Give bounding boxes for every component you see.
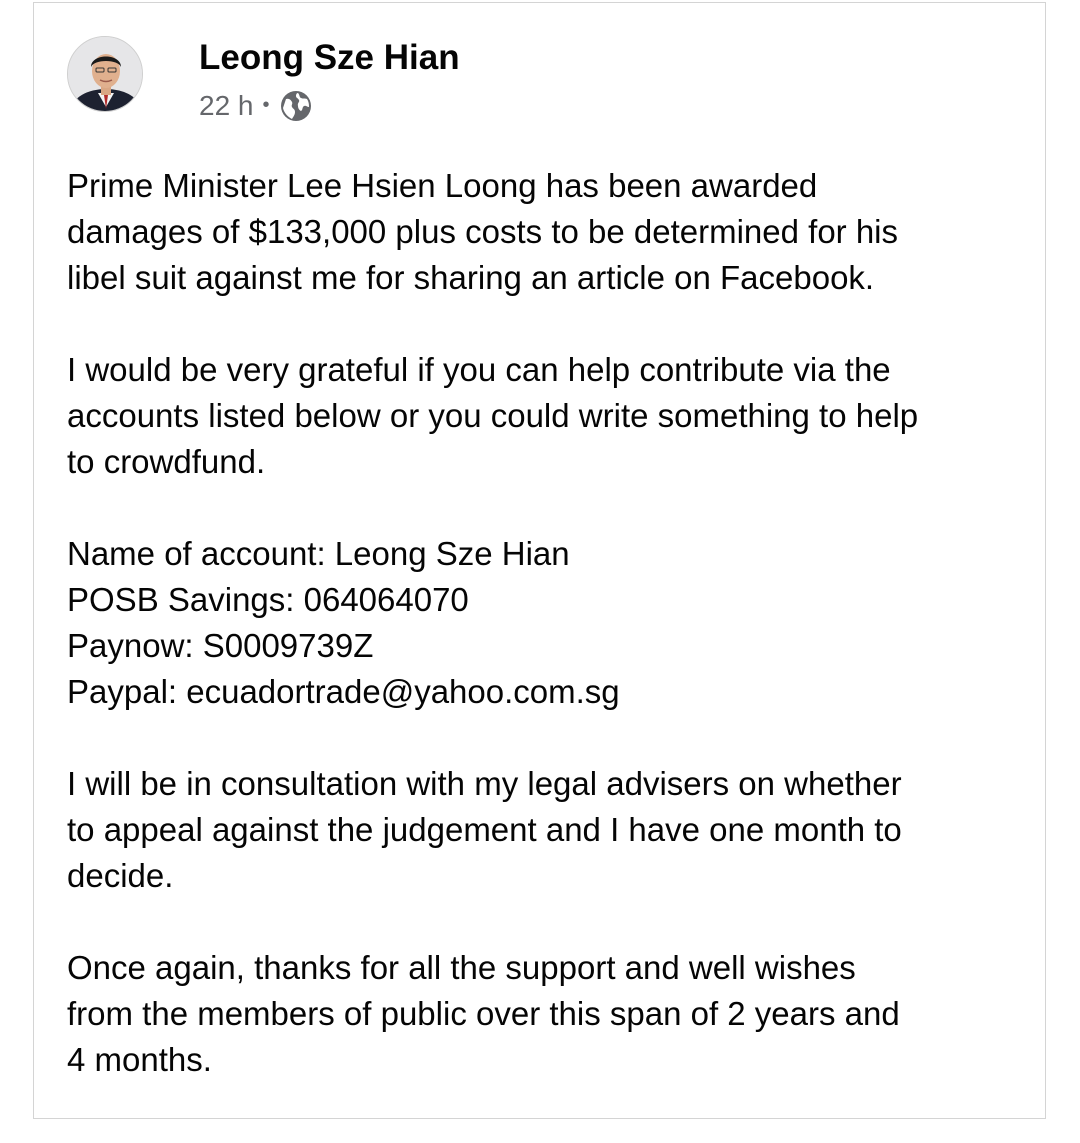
post-header <box>67 36 967 121</box>
text-line: Once again, thanks for all the support and well wishes <box>67 949 856 986</box>
author-name[interactable]: Leong Sze Hian <box>199 38 460 77</box>
account-details <box>67 531 1027 715</box>
post-timestamp[interactable]: 22 h <box>199 90 254 121</box>
text-line: Prime Minister Lee Hsien Loong has been awarded <box>67 167 818 204</box>
post-meta <box>199 88 312 124</box>
text-line: I will be in consultation with my legal advisers on whether <box>67 765 902 802</box>
account-name-line: Name of account: Leong Sze Hian <box>67 535 570 572</box>
meta-separator: • <box>262 94 270 116</box>
paypal-line: Paypal: ecuadortrade@yahoo.com.sg <box>67 673 620 710</box>
post-paragraph <box>67 945 1027 1083</box>
post-paragraph <box>67 761 1027 899</box>
text-line: damages of $133,000 plus costs to be determined for his <box>67 213 899 250</box>
facebook-post-card <box>33 2 1046 1119</box>
author-avatar[interactable] <box>67 36 143 112</box>
post-paragraph <box>67 347 1027 485</box>
posb-savings-line: POSB Savings: 064064070 <box>67 581 469 618</box>
text-line: to appeal against the judgement and I have one month to <box>67 811 902 848</box>
text-line: I would be very grateful if you can help contribute via the <box>67 351 891 388</box>
text-line: to crowdfund. <box>67 443 266 480</box>
text-line: accounts listed below or you could write something to help <box>67 397 919 434</box>
paynow-line: Paynow: S0009739Z <box>67 627 374 664</box>
text-line: decide. <box>67 857 174 894</box>
text-line: libel suit against me for sharing an article on Facebook. <box>67 259 875 296</box>
post-text <box>67 163 1027 1083</box>
globe-icon[interactable] <box>280 90 312 122</box>
text-line: 4 months. <box>67 1041 212 1078</box>
post-paragraph <box>67 163 1027 301</box>
text-line: from the members of public over this span of 2 years and <box>67 995 900 1032</box>
avatar-photo <box>68 37 143 112</box>
